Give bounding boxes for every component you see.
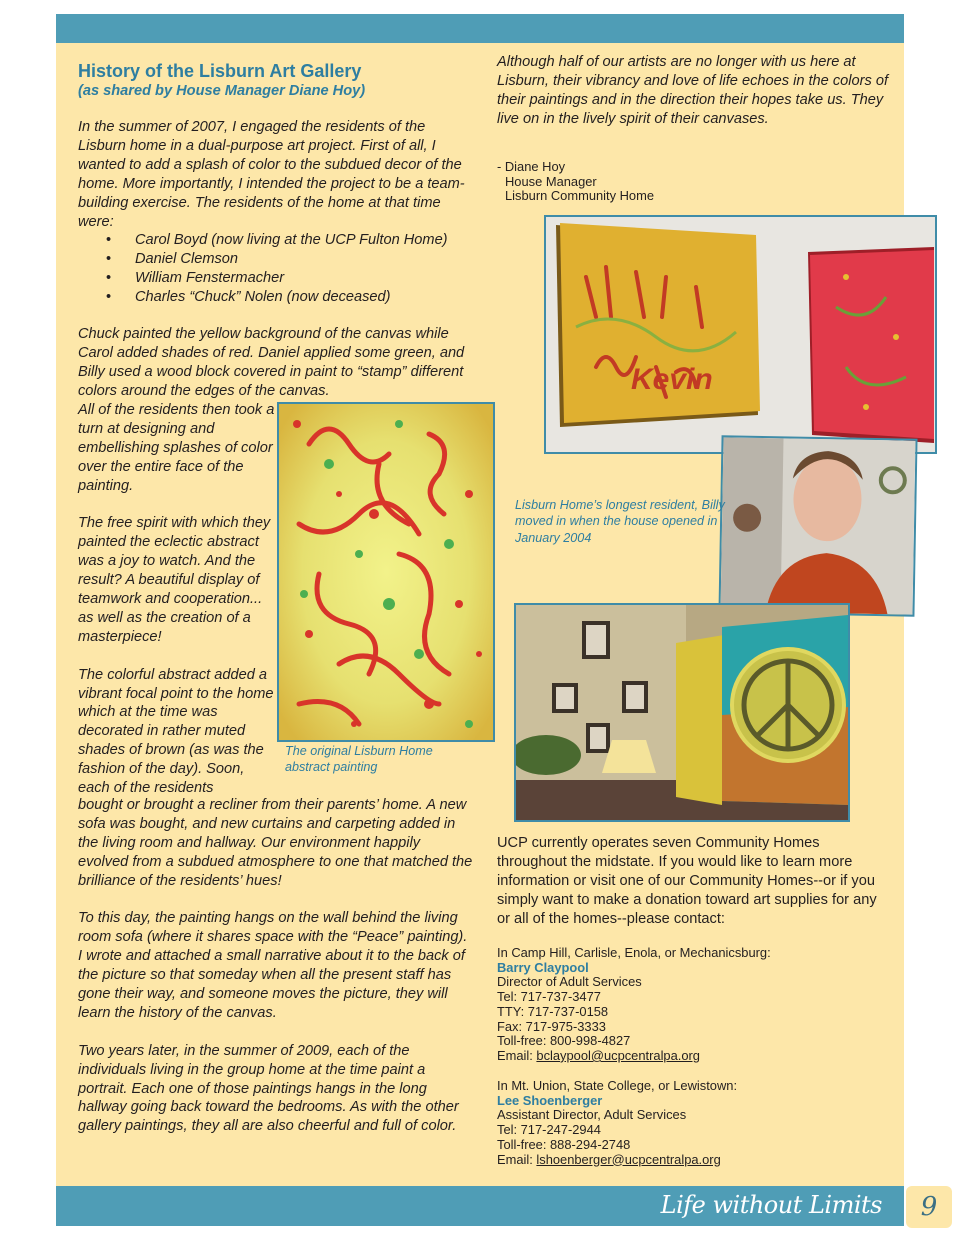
email-link[interactable]: bclaypool@ucpcentralpa.org (536, 1047, 700, 1063)
kevin-painting-text: Kevin (631, 363, 713, 396)
email-label: Email: (497, 1151, 537, 1167)
contact-block-camp-hill (497, 946, 892, 1064)
article-title: History of the Lisburn Art Gallery (78, 61, 362, 81)
signature-home: Lisburn Community Home (505, 188, 655, 204)
article-subtitle: (as shared by House Manager Diane Hoy) (78, 83, 366, 99)
contact-tollfree: Toll-free: 888-294-2748 (497, 1136, 631, 1152)
painting-caption: The original Lisburn Home abstract painting (285, 744, 433, 775)
contact-title: Assistant Director, Adult Services (497, 1107, 687, 1123)
contact-tel: Tel: 717-247-2944 (497, 1122, 601, 1138)
living-room-photo (514, 603, 850, 822)
narrow-column (78, 401, 275, 798)
article-intro (78, 60, 473, 307)
signature (497, 160, 797, 204)
signature-title: House Manager (505, 173, 597, 189)
list-item: • Charles “Chuck” Nolen (now deceased) (78, 288, 473, 307)
list-item: • Carol Boyd (now living at the UCP Fulton Home) (78, 231, 473, 250)
page-number: 9 (906, 1186, 952, 1228)
bottom-bar (56, 1186, 904, 1226)
living-room-image (516, 605, 848, 820)
contact-tty: TTY: 717-737-0158 (497, 1003, 609, 1019)
contact-region: In Mt. Union, State College, or Lewistown: (497, 1078, 738, 1093)
contact-tel: Tel: 717-737-3477 (497, 989, 601, 1005)
paragraph-two-years: Two years later, in the summer of 2009, each of the individuals living in the group home at the time paint a portrait. Each one of those paintings hangs in the long hallway going back toward the bedrooms. As with the other gallery paintings, they all are also cheerful and full of color. (78, 1042, 459, 1135)
intro-paragraph: In the summer of 2007, I engaged the residents of the Lisburn home in a dual-purpose art project. First of all, I wanted to add a splash of color to the subdued decor of the home. More importantly, I intended the project to be a team-building exercise. The residents of the home at that time were: (78, 119, 465, 230)
contact-name: Barry Claypool (497, 959, 589, 975)
contact-region: In Camp Hill, Carlisle, Enola, or Mechanicsburg: (497, 945, 771, 960)
list-item: • William Fenstermacher (78, 269, 473, 288)
top-bar (56, 14, 904, 43)
contact-tollfree: Toll-free: 800-998-4827 (497, 1033, 631, 1049)
contact-name: Lee Shoenberger (497, 1092, 603, 1108)
paragraph-free-spirit: The free spirit with which they painted the eclectic abstract was a joy to watch. And the result? A beautiful display of teamwork and cooperation... as well as the creation of a masterpiece! (78, 515, 271, 645)
gallery-wall-photo (544, 215, 937, 454)
abstract-painting-photo (277, 402, 495, 742)
paragraph-recliner: bought or brought a recliner from their parents’ home. A new sofa was bought, and new curtains and carpeting added in the living room and hallway. Our environment happily evolved from a subdued atmosphere to one that matched the brilliance of the residents’ hues! (78, 797, 473, 889)
contact-fax: Fax: 717-975-3333 (497, 1018, 606, 1034)
tagline: Life without Limits (660, 1191, 882, 1219)
list-item: • Daniel Clemson (78, 250, 473, 269)
billy-image (720, 437, 915, 614)
lower-left-text (78, 796, 473, 1155)
email-link[interactable]: lshoenberger@ucpcentralpa.org (536, 1151, 721, 1167)
email-label: Email: (497, 1047, 537, 1063)
billy-photo (718, 435, 917, 616)
abstract-painting-image (279, 404, 493, 740)
ucp-info-paragraph: UCP currently operates seven Community Homes throughout the midstate. If you would like to learn more information or visit one of our Community Homes--or if you simply want to make a donation toward art supplies for any or all of the homes--please contact: (497, 835, 877, 927)
contact-title: Director of Adult Services (497, 974, 642, 990)
contact-email-row (497, 1049, 892, 1064)
closing-quote: Although half of our artists are no longer with us here at Lisburn, their vibrancy and love of life echoes in the colors of their paintings and in the direction their hopes take us. They live on in the lively spirit of their canvases. (497, 54, 889, 127)
gallery-wall-image (546, 217, 935, 452)
contact-block-mt-union (497, 1079, 892, 1167)
billy-caption: Lisburn Home’s longest resident, Billy moved in when the house opened in January 2004 (515, 498, 725, 545)
paragraph-chuck: Chuck painted the yellow background of the canvas while Carol added shades of red. Daniel applied some green, and Billy used a wood block covered in paint to “stamp” different colors around the edges of the canvas. (78, 326, 465, 399)
contact-email-row (497, 1153, 892, 1168)
paragraph-focal-point: The colorful abstract added a vibrant focal point to the home which at the time was decorated in rather muted shades of brown (as was the fashion of the day). Soon, each of the residents (78, 666, 274, 797)
paragraph-residents-turn: All of the residents then took a turn at designing and embellishing splashes of color over the entire face of the painting. (78, 402, 275, 494)
resident-list (78, 231, 473, 307)
paragraph-today: To this day, the painting hangs on the wall behind the living room sofa (where it shares space with the “Peace” painting). I wrote and attached a small narrative about it to the back of the picture so that someday when all the present staff has gone their way, and someone moves the picture, they will learn the history of the canvas. (78, 910, 468, 1021)
signature-name: - Diane Hoy (497, 159, 566, 174)
